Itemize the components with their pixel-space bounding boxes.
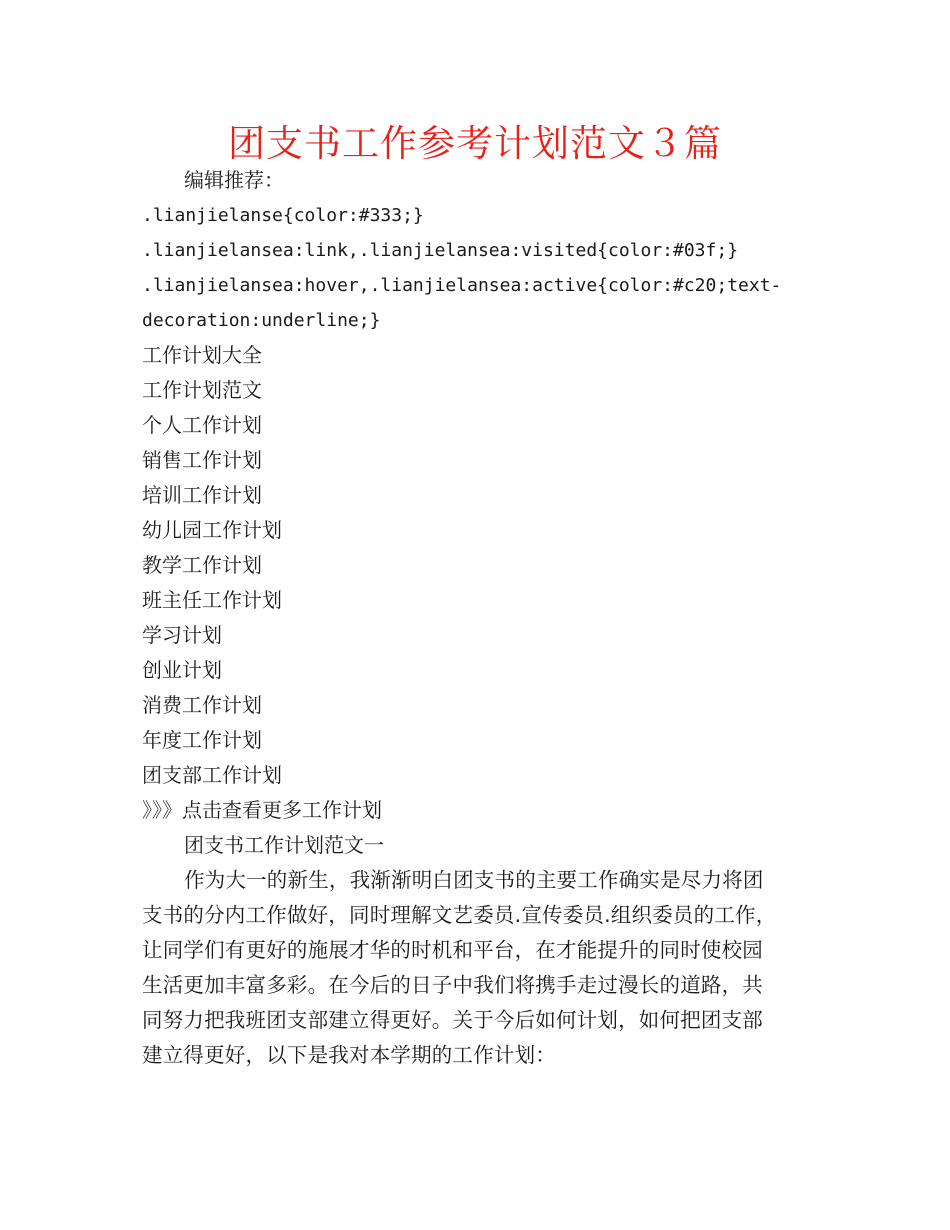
- css-line: .lianjielansea:hover,.lianjielansea:active{color:#c20;text-: [142, 275, 782, 296]
- link-league-branch-work-plan[interactable]: 团支部工作计划: [142, 763, 282, 787]
- editor-recommend-label: 编辑推荐：: [184, 168, 284, 192]
- css-line: .lianjielanse{color:#333;}: [142, 205, 424, 226]
- link-startup-plan[interactable]: 创业计划: [142, 658, 222, 682]
- paragraph-line: 同努力把我班团支部建立得更好。关于今后如何计划，如何把团支部: [142, 1008, 763, 1032]
- section-heading: 团支书工作计划范文一: [184, 833, 384, 857]
- link-training-work-plan[interactable]: 培训工作计划: [142, 483, 262, 507]
- link-annual-work-plan[interactable]: 年度工作计划: [142, 728, 262, 752]
- link-sales-work-plan[interactable]: 销售工作计划: [142, 448, 262, 472]
- document-title: 团支书工作参考计划范文３篇: [228, 122, 722, 165]
- paragraph-line: 让同学们有更好的施展才华的时机和平台，在才能提升的同时使校园: [142, 938, 763, 962]
- link-teaching-work-plan[interactable]: 教学工作计划: [142, 553, 262, 577]
- more-work-plans-link[interactable]: 》》》点击查看更多工作计划: [142, 798, 382, 822]
- css-line: decoration:underline;}: [142, 310, 381, 331]
- paragraph-line: 支书的分内工作做好，同时理解文艺委员.宣传委员.组织委员的工作，: [142, 903, 777, 927]
- link-head-teacher-work-plan[interactable]: 班主任工作计划: [142, 588, 282, 612]
- paragraph-line: 生活更加丰富多彩。在今后的日子中我们将携手走过漫长的道路，共: [142, 973, 763, 997]
- link-work-plan-collection[interactable]: 工作计划大全: [142, 343, 262, 367]
- paragraph-line: 建立得更好，以下是我对本学期的工作计划：: [142, 1043, 556, 1067]
- link-work-plan-samples[interactable]: 工作计划范文: [142, 378, 262, 402]
- link-personal-work-plan[interactable]: 个人工作计划: [142, 413, 262, 437]
- link-kindergarten-work-plan[interactable]: 幼儿园工作计划: [142, 518, 282, 542]
- css-line: .lianjielansea:link,.lianjielansea:visited{color:#03f;}: [142, 240, 739, 261]
- document-body: [142, 163, 822, 1073]
- link-study-plan[interactable]: 学习计划: [142, 623, 222, 647]
- link-consumption-work-plan[interactable]: 消费工作计划: [142, 693, 262, 717]
- paragraph-line: 作为大一的新生，我渐渐明白团支书的主要工作确实是尽力将团: [184, 868, 764, 892]
